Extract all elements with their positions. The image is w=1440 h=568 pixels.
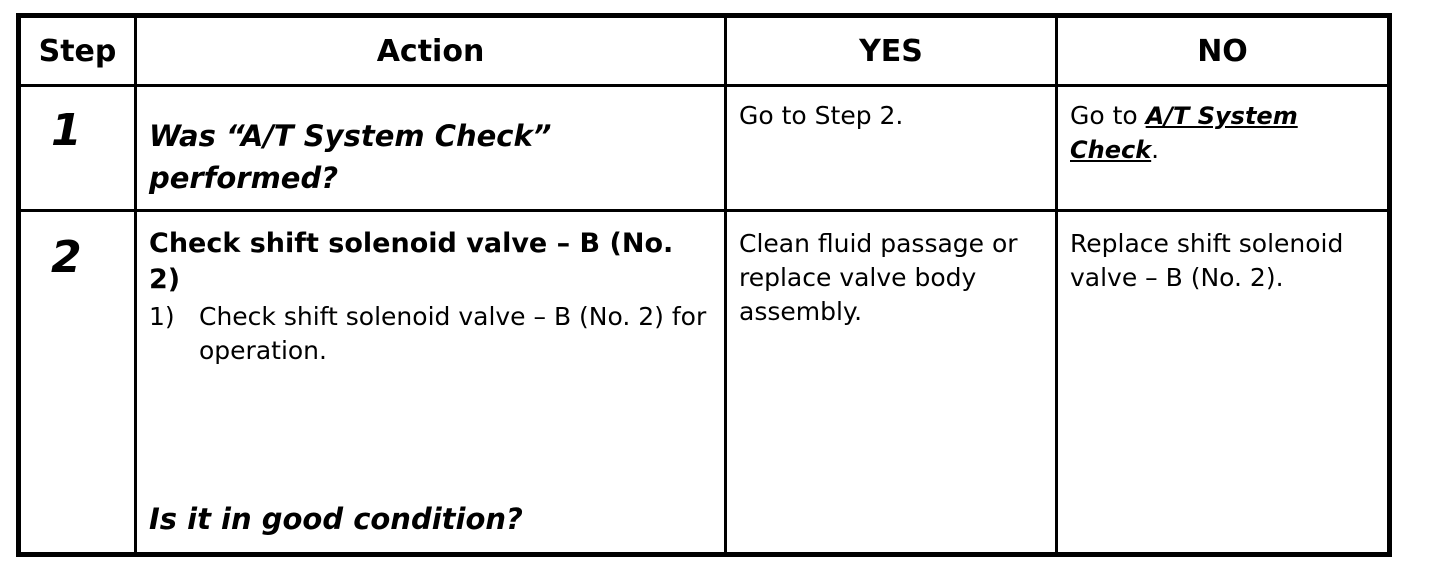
yes-cell (726, 211, 1057, 555)
no-text (1058, 87, 1387, 167)
diagnostic-table (16, 13, 1392, 557)
no-cell (1057, 86, 1390, 211)
action-question: Is it in good condition? (149, 502, 523, 536)
header-row (19, 16, 1390, 86)
step-number: 1 (51, 105, 82, 156)
action-question: Was “A/T System Check” performed? (149, 119, 552, 195)
no-suffix: . (1151, 135, 1160, 164)
step-number: 2 (51, 232, 82, 283)
header-no: NO (1057, 16, 1390, 86)
action-item-number: 1) (149, 302, 175, 331)
yes-text: Go to Step 2. (739, 101, 904, 130)
action-list-item (137, 298, 724, 368)
action-heading: Check shift solenoid valve – B (No. 2) (149, 228, 674, 295)
header-yes: YES (726, 16, 1057, 86)
header-action: Action (136, 16, 726, 86)
table-row (19, 211, 1390, 555)
yes-cell (726, 86, 1057, 211)
no-cell (1057, 211, 1390, 555)
yes-text: Clean fluid passage or replace valve body assembly. (739, 229, 1018, 326)
no-text: Replace shift solenoid valve – B (No. 2). (1070, 229, 1344, 292)
action-cell (136, 86, 726, 211)
header-step: Step (19, 16, 136, 86)
action-cell (136, 211, 726, 555)
at-system-check-link[interactable]: A/T System Check (1070, 102, 1298, 164)
step-cell (19, 86, 136, 211)
table-row (19, 86, 1390, 211)
action-item-text: Check shift solenoid valve – B (No. 2) for operation. (199, 302, 707, 365)
no-prefix: Go to (1070, 101, 1146, 130)
step-cell (19, 211, 136, 555)
